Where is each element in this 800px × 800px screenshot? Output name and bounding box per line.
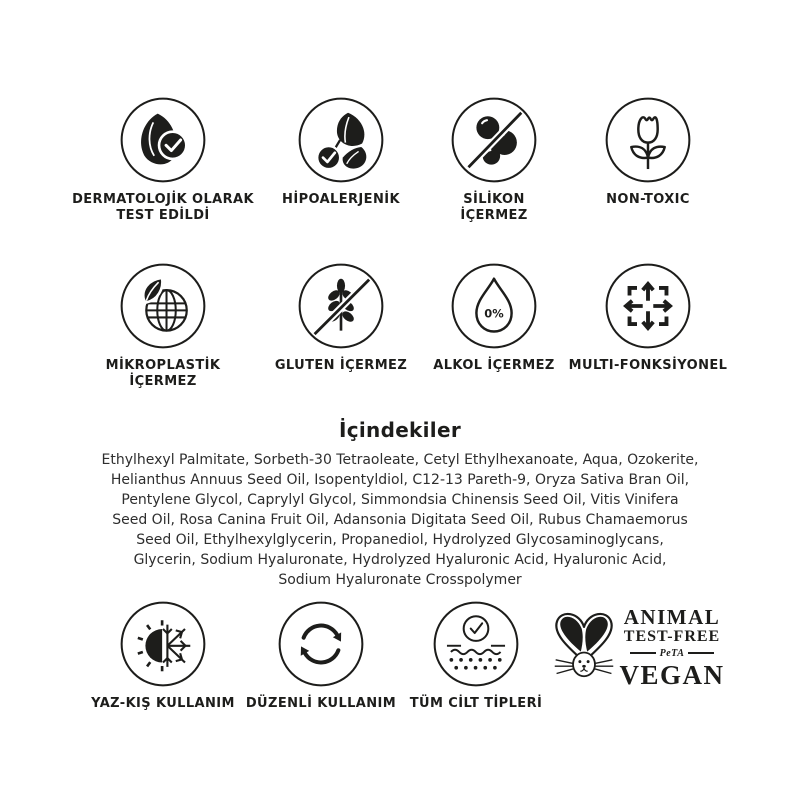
badge-microplastic-free [68, 262, 258, 389]
badge-all-skin-types [381, 600, 571, 712]
badge-label [460, 192, 527, 223]
badge-label [72, 192, 254, 223]
leaf-check-icon [119, 96, 207, 184]
badge-label-line: HİPOALERJENİK [282, 192, 400, 207]
badge-label [246, 696, 396, 712]
badge-label [606, 192, 690, 208]
badge-label-line: MULTI-FONKSİYONEL [568, 358, 728, 373]
refresh-arrows-icon [277, 600, 365, 688]
zero-percent-droplet-icon [450, 262, 538, 350]
outward-arrows-icon [604, 262, 692, 350]
peta-animal-test-free-vegan-logo [552, 600, 728, 694]
badge-non-toxic [553, 96, 743, 208]
badge-label-line: İÇERMEZ [460, 207, 528, 223]
badge-label-line: GLUTEN İÇERMEZ [274, 358, 408, 373]
badge-label [569, 358, 728, 374]
divider-line [630, 652, 656, 654]
skin-layers-check-icon [432, 600, 520, 688]
ingredients-line: Helianthus Annuus Seed Oil, Isopentyldiol, C12-13 Pareth-9, Oryza Sativa Bran Oil, [110, 472, 690, 488]
globe-leaf-icon [119, 262, 207, 350]
leaves-check-icon [297, 96, 385, 184]
badge-label [410, 696, 542, 712]
peta-animal-text: ANIMAL [623, 604, 721, 629]
badge-label [282, 192, 400, 208]
ingredients-line: Ethylhexyl Palmitate, Sorbeth-30 Tetraoleate, Cetyl Ethylhexanoate, Aqua, Ozokerite, [101, 452, 699, 468]
badge-label-line: NON-TOXIC [606, 192, 690, 207]
peta-divider [630, 648, 715, 659]
ingredients-line: Seed Oil, Rosa Canina Fruit Oil, Adansonia Digitata Seed Oil, Rubus Chamaemorus [112, 512, 688, 528]
peta-bunny-icon [552, 601, 616, 693]
badge-label-line: YAZ-KIŞ KULLANIM [91, 696, 235, 711]
peta-vegan-text: VEGAN [619, 659, 725, 690]
badge-label [106, 358, 221, 389]
badge-label [91, 696, 235, 712]
badge-multi-functional [553, 262, 743, 374]
badge-label-line: TEST EDİLDİ [116, 207, 210, 223]
zero-percent-text: 0% [484, 306, 504, 321]
badge-label-line: DERMATOLOJİK OLARAK [72, 192, 254, 207]
badge-label-line: İÇERMEZ [129, 373, 197, 389]
ingredients-line: Glycerin, Sodium Hyaluronate, Hydrolyzed Hyaluronic Acid, Hyaluronic Acid, [133, 552, 667, 568]
badge-label [433, 358, 554, 374]
peta-brand-text: PeTA [659, 647, 685, 659]
ingredients-line: Seed Oil, Ethylhexylglycerin, Propanediol, Hydrolyzed Glycosaminoglycans, [136, 532, 664, 548]
no-silicone-icon [450, 96, 538, 184]
peta-text-block [616, 606, 728, 689]
ingredients-line: Sodium Hyaluronate Crosspolymer [278, 572, 522, 588]
ingredients-title: İçindekiler [338, 418, 461, 442]
badge-label [275, 358, 407, 374]
ingredients-list [50, 450, 750, 590]
badge-label-line: MİKROPLASTİK [105, 358, 221, 373]
peta-test-free-text: TEST-FREE [623, 627, 721, 645]
no-gluten-wheat-icon [297, 262, 385, 350]
badge-label-line: DÜZENLİ KULLANIM [245, 696, 397, 711]
sun-snowflake-icon [119, 600, 207, 688]
badge-label-line: ALKOL İÇERMEZ [433, 358, 555, 373]
badge-dermatologically-tested [68, 96, 258, 223]
divider-line [688, 652, 714, 654]
tulip-flower-icon [604, 96, 692, 184]
badge-label-line: TÜM CİLT TİPLERİ [409, 696, 543, 711]
badge-label-line: SİLİKON [463, 192, 525, 207]
ingredients-line: Pentylene Glycol, Caprylyl Glycol, Simmondsia Chinensis Seed Oil, Vitis Vinifera [121, 492, 679, 508]
